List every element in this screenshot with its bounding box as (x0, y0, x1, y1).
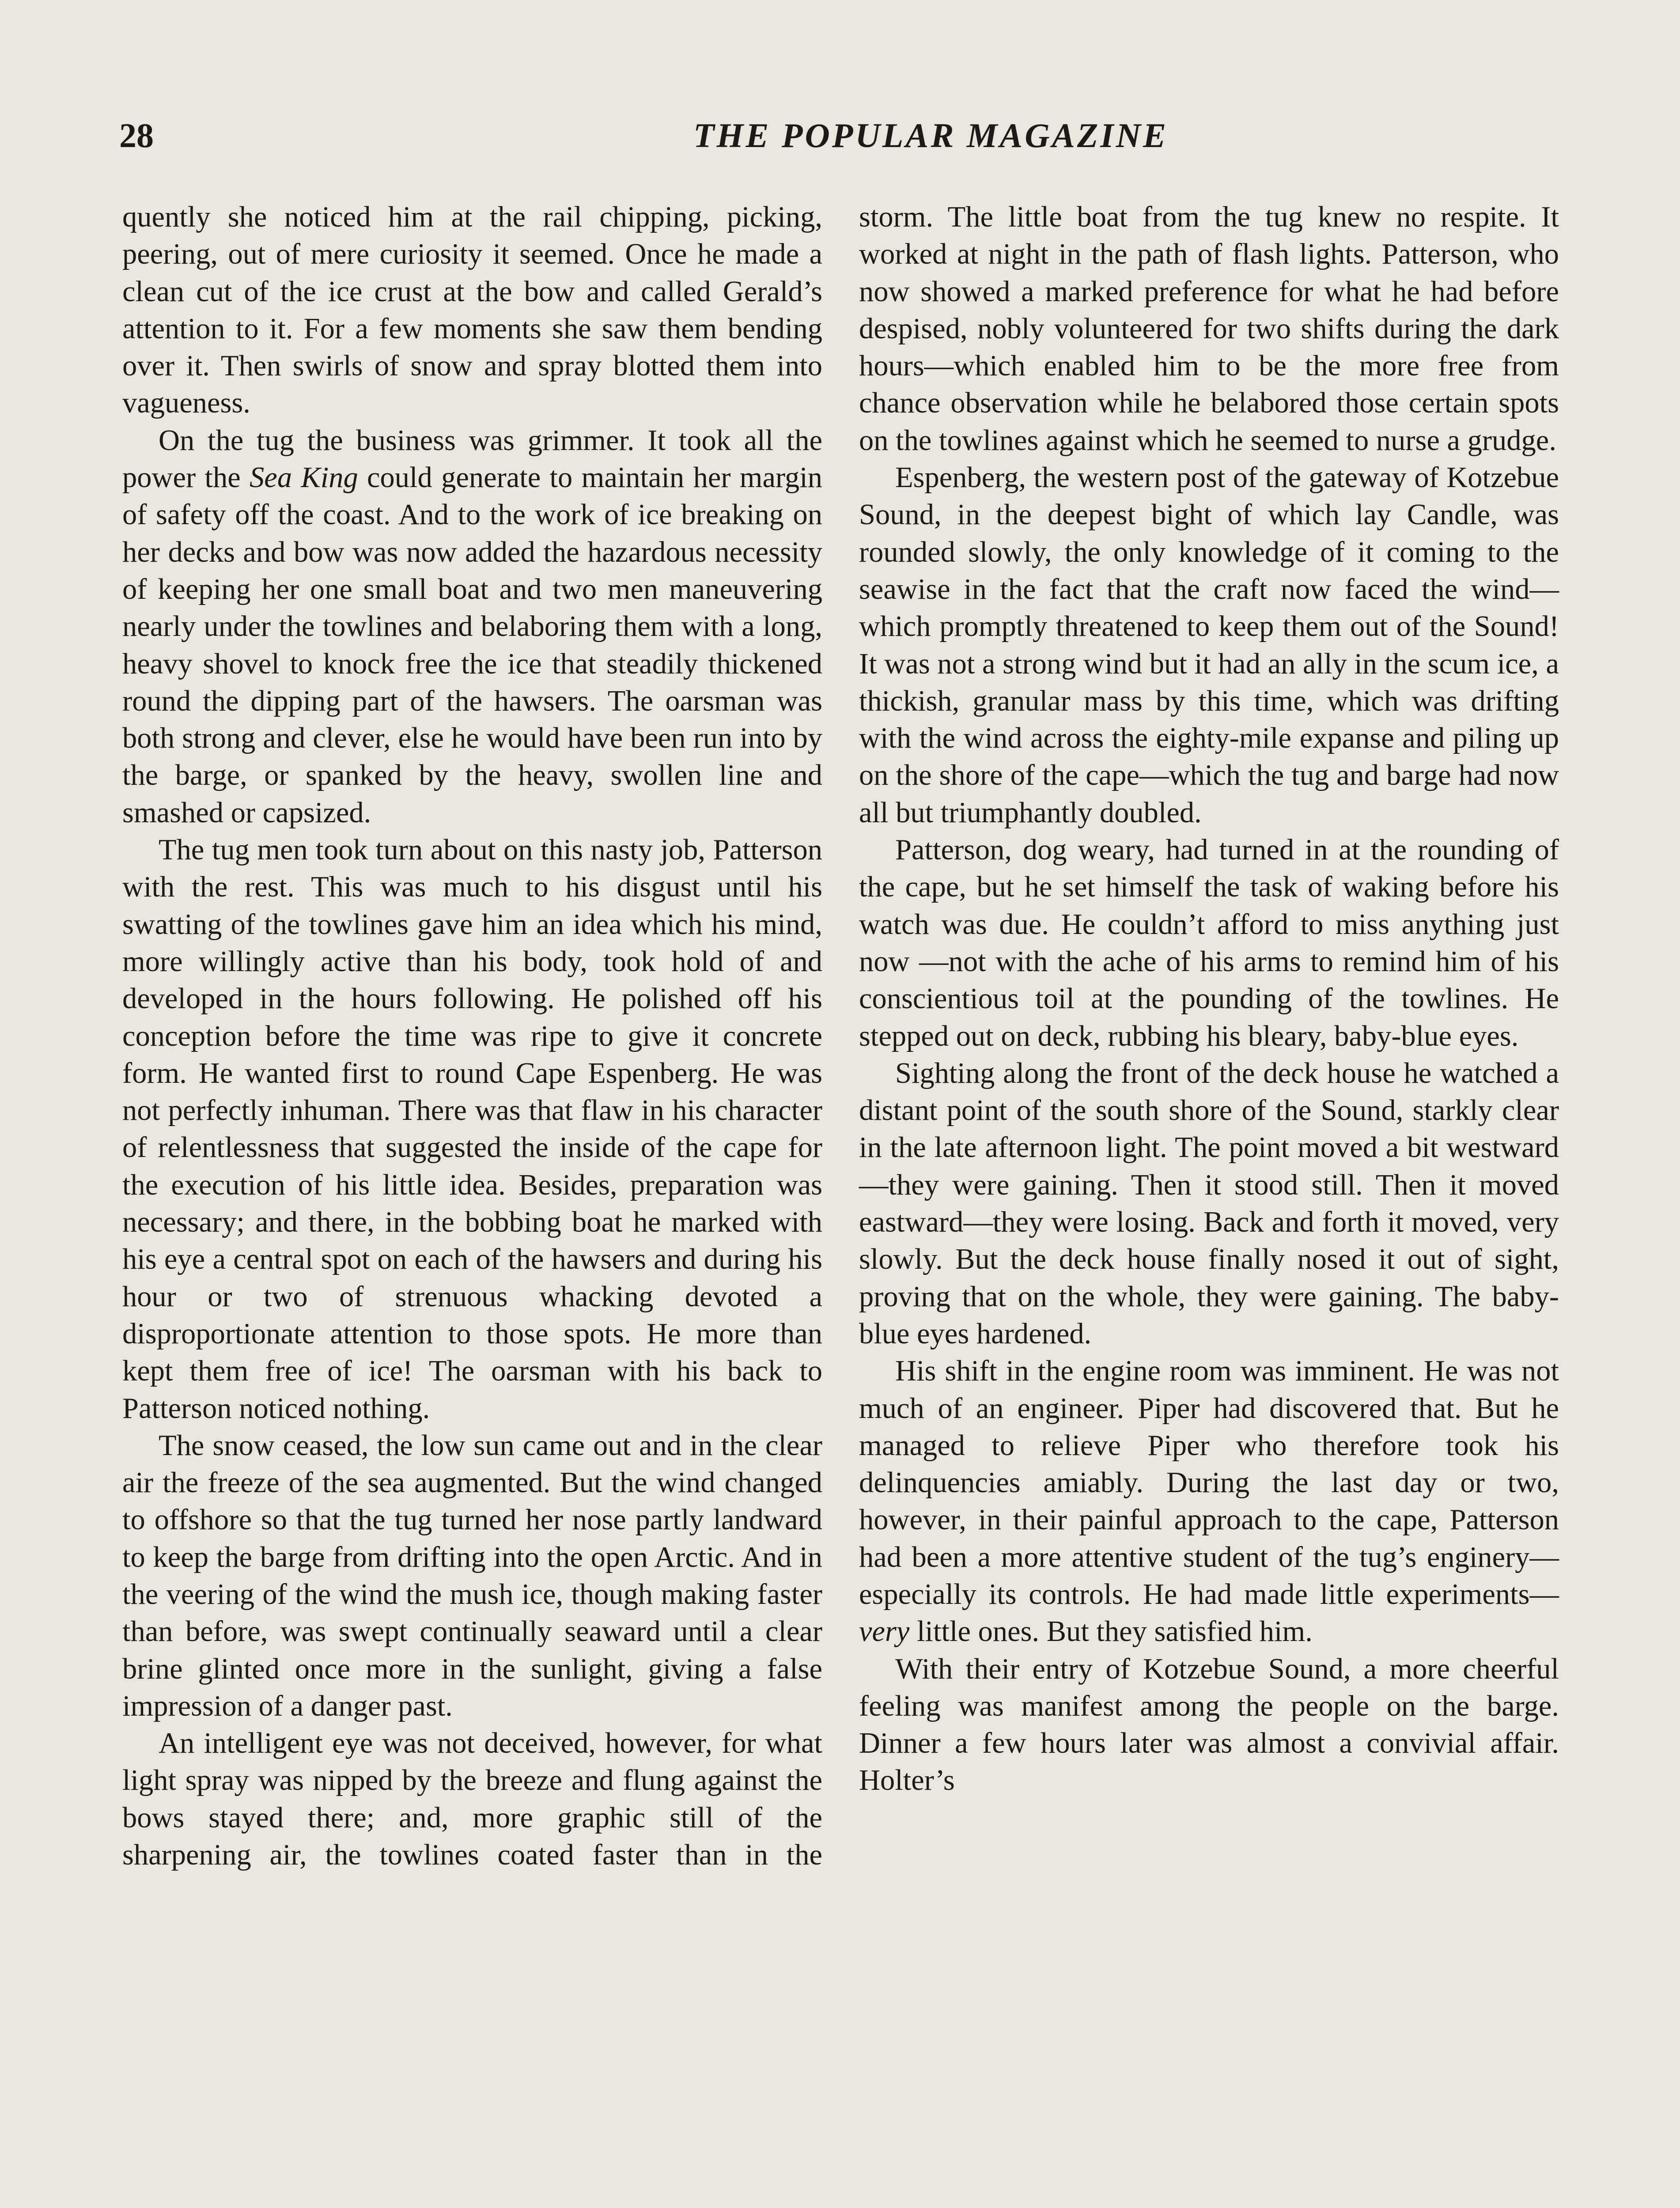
ship-name: Sea King (250, 461, 358, 494)
paragraph: Sighting along the front of the deck house he watched a distant point of the south shore of the Sound, starkly clear in the late afternoon light. The point moved a bit westward—they were gaining. Then it stood still. Then it moved eastward—they were losing. Back and forth it moved, very slowly. But the deck house finally nosed it out of sight, proving that on the whole, they were gaining. The baby-blue eyes hardened. (859, 1057, 1559, 1350)
left-column (122, 199, 822, 1874)
text-run: On the tug the business was grimmer. It took all the power the (122, 424, 822, 494)
paragraph: An intelligent eye was not deceived, however, for what light spray was nipped by the breeze and flung against the bows stayed there; and, more graphic still of the sharpening air, the towlines coated faster than in the (122, 1727, 822, 1872)
paragraph (859, 1353, 1559, 1650)
paragraph: Patterson, dog weary, had turned in at the rounding of the cape, but he set himself the task of waking before his watch was due. He couldn’t afford to miss anything just now —not with the ache of his arms to remind him of his conscientious toil at the pounding of the towlines. He stepped out on deck, rubbing his bleary, baby-blue eyes. (859, 834, 1559, 1052)
paragraph: Espenberg, the western post of the gateway of Kotzebue Sound, in the deepest bight of which lay Candle, was rounded slowly, the only knowledge of it coming to the seawise in the fact that the craft now faced the wind—which promptly threatened to keep them out of the Sound! It was not a strong wind but it had an ally in the scum ice, a thickish, granular mass by this time, which was drifting with the wind across the eighty-mile expanse and piling up on the shore of the cape—which the tug and barge had now all but triumphantly doubled. (859, 461, 1559, 829)
running-head: THE POPULAR MAGAZINE (693, 116, 1169, 155)
page-header (119, 116, 1561, 164)
text-run: little ones. But they satisfied him. (909, 1615, 1313, 1648)
paragraph: storm. The little boat from the tug knew no respite. It worked at night in the path of flash lights. Patterson, who now showed a marked preference for what he had before despised, nobly volunteered for two shifts during the dark hours—which enabled him to be the more free from chance observation while he belabored those certain spots on the towlines against which he seemed to nurse a grudge. (859, 201, 1559, 457)
text-run: could generate to maintain her margin of safety off the coast. And to the work of ice breaking on her decks and bow was now added the hazardous necessity of keeping her one small boat and two men maneuvering nearly under the towlines and belaboring them with a long, heavy shovel to knock free the ice that steadily thickened round the dipping part of the hawsers. The oarsman was both strong and clever, else he would have been run into by the barge, or spanked by the heavy, swollen line and smashed or capsized. (122, 461, 822, 829)
paragraph: The tug men took turn about on this nasty job, Patterson with the rest. This was much to his disgust until his swatting of the towlines gave him an idea which his mind, more willingly active than his body, took hold of and developed in the hours following. He polished off his conception before the time was ripe to give it concrete form. He wanted first to round Cape Espenberg. He was not perfectly inhuman. There was that flaw in his character of relentlessness that suggested the inside of the cape for the execution of his little idea. Besides, preparation was necessary; and there, in the bobbing boat he marked with his eye a central spot on each of the hawsers and during his hour or two of strenuous whacking devoted a disproportionate attention to those spots. He more than kept them free of ice! The oarsman with his back to Patterson noticed nothing. (122, 834, 822, 1425)
paragraph (122, 422, 822, 832)
text-run: His shift in the engine room was imminent. He was not much of an engineer. Piper had discovered that. But he managed to relieve Piper who therefore took his delinquencies amiably. During the last day or two, however, in their painful approach to the cape, Patterson had been a more attentive student of the tug’s enginery—especially its controls. He had made little experiments— (859, 1355, 1559, 1611)
right-column (859, 199, 1559, 1800)
page-number: 28 (119, 116, 154, 155)
paragraph: With their entry of Kotzebue Sound, a more cheerful feeling was manifest among the people on the barge. Dinner a few hours later was almost a convivial affair. Holter’s (859, 1652, 1559, 1797)
emphasis: very (859, 1615, 910, 1648)
paragraph: The snow ceased, the low sun came out and in the clear air the freeze of the sea augmented. But the wind changed to offshore so that the tug turned her nose partly landward to keep the barge from drifting into the open Arctic. And in the veering of the wind the mush ice, though making faster than before, was swept continually seaward until a clear brine glinted once more in the sunlight, giving a false impression of a danger past. (122, 1429, 822, 1722)
paragraph: quently she noticed him at the rail chipping, picking, peering, out of mere curiosity it seemed. Once he made a clean cut of the ice crust at the bow and called Gerald’s attention to it. For a few moments she saw them bending over it. Then swirls of snow and spray blotted them into vagueness. (122, 201, 822, 420)
